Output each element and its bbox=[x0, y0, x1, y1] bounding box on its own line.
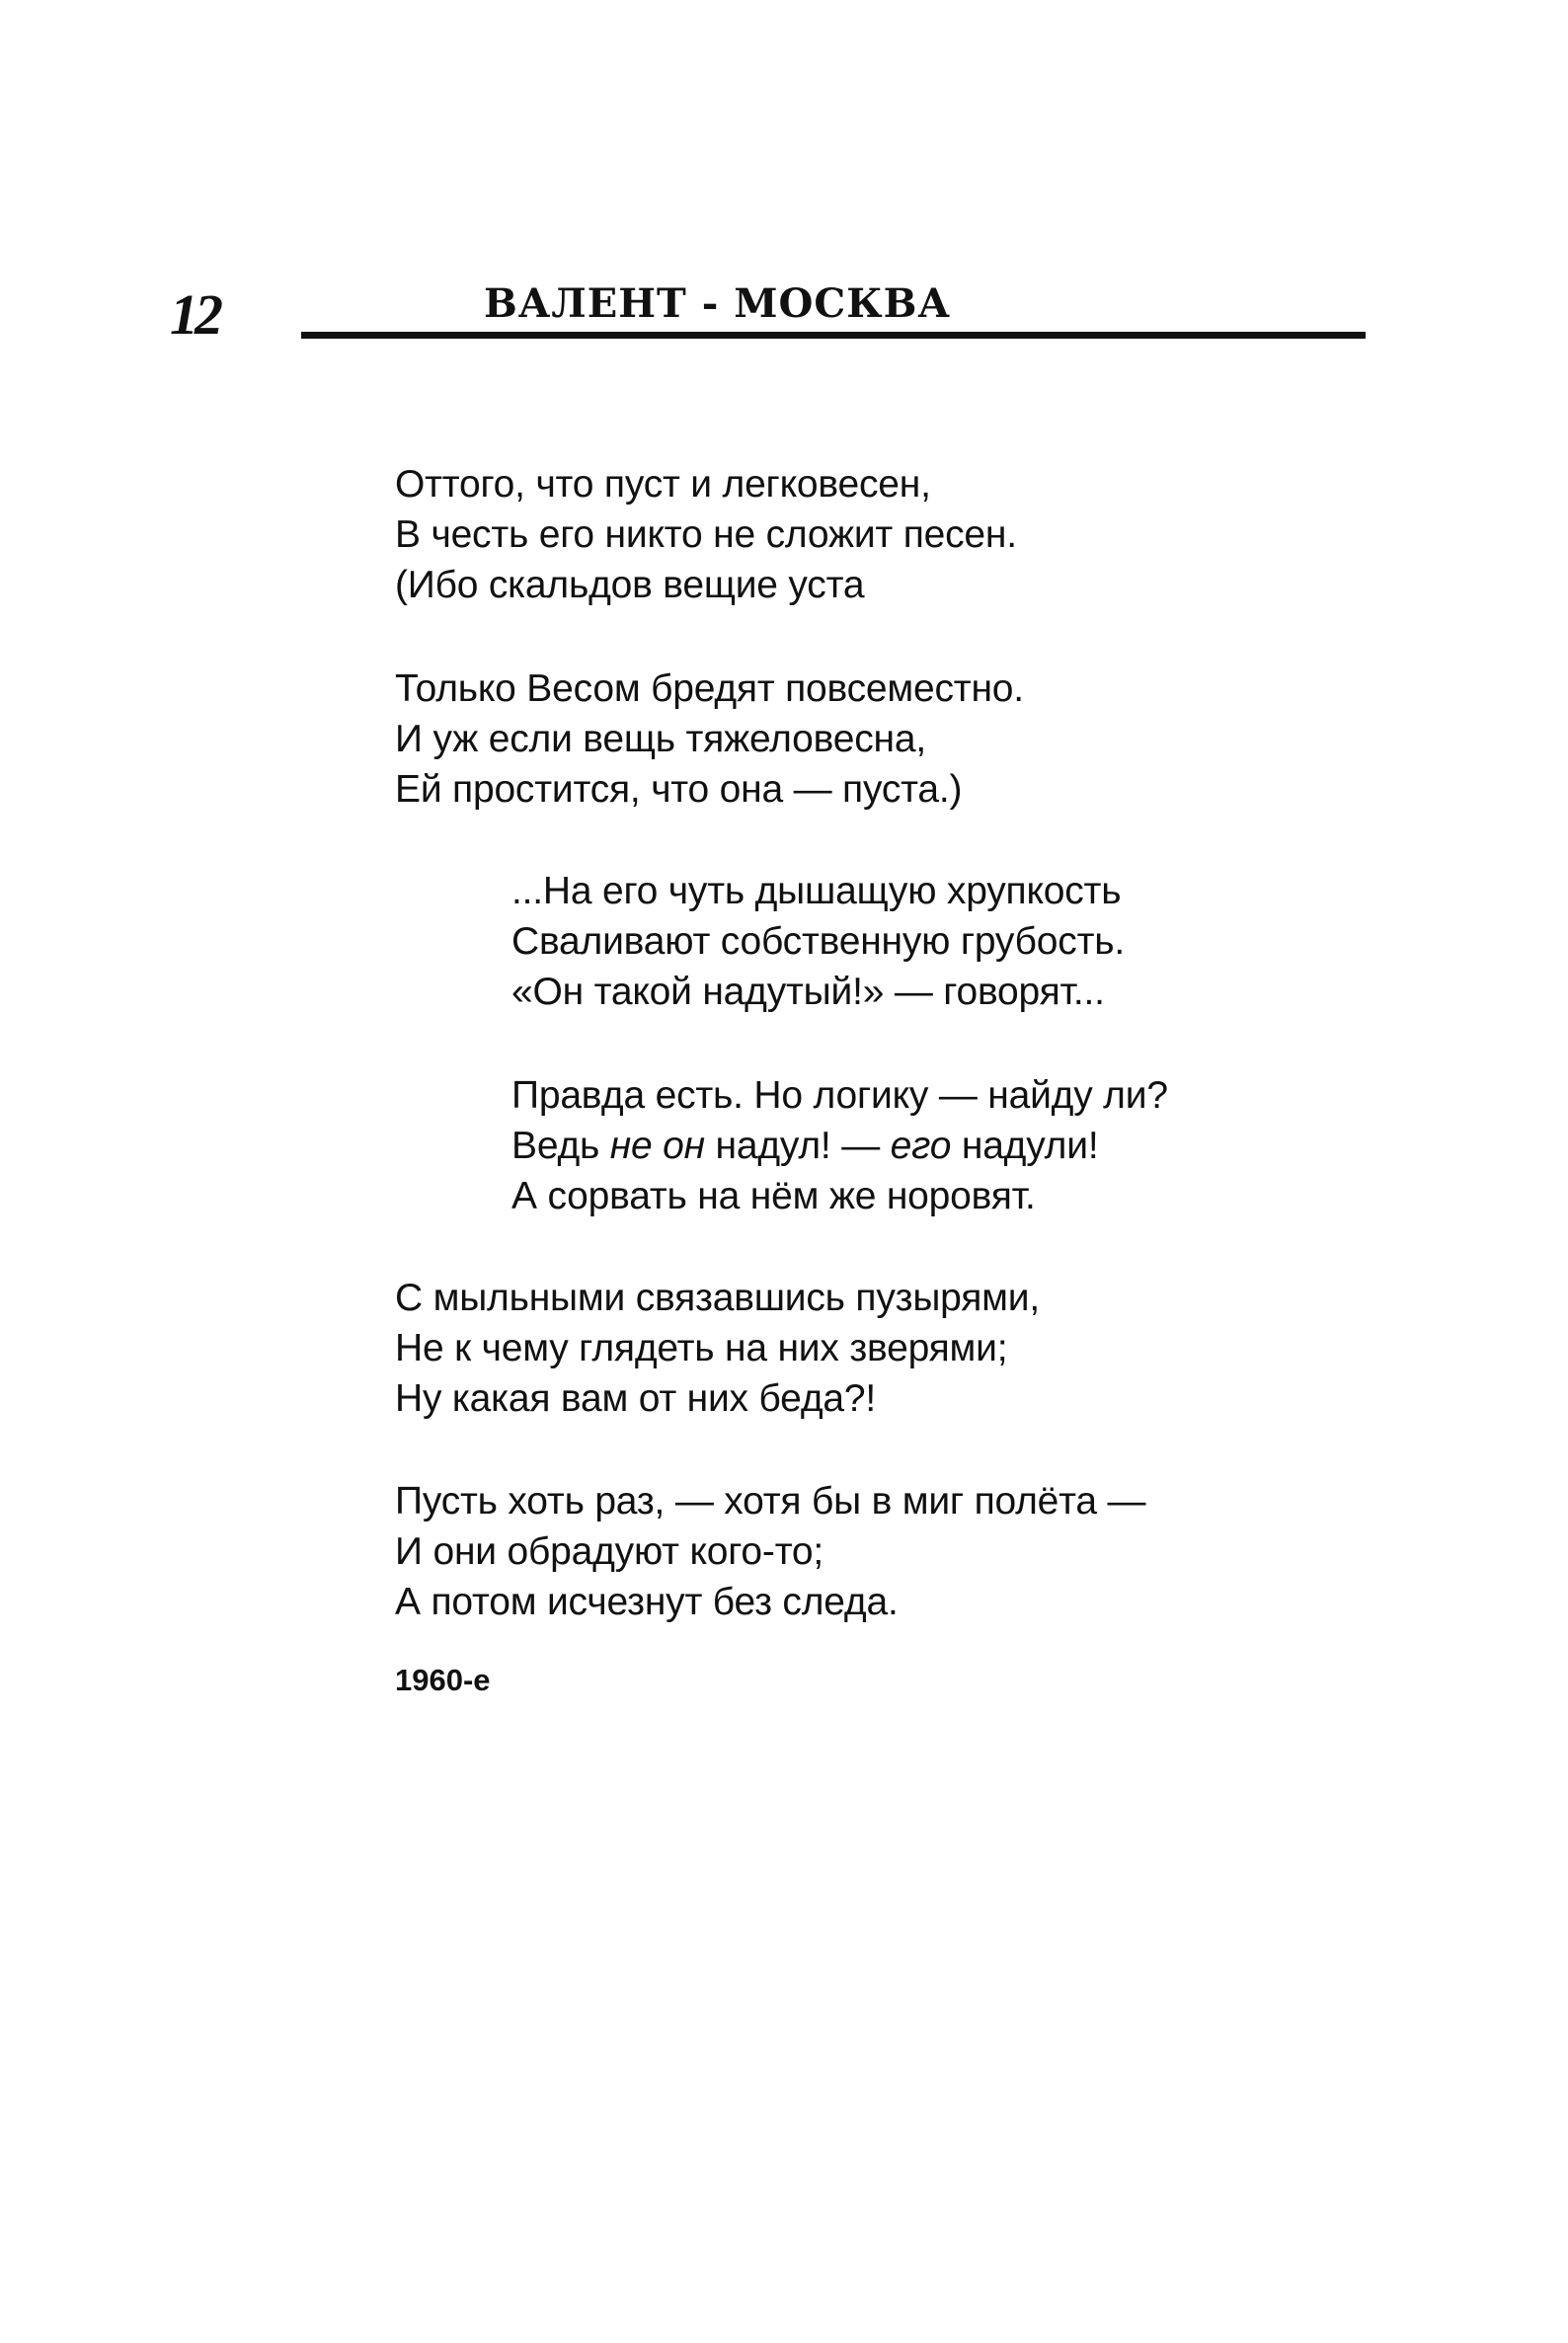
poem-line: И они обрадуют кого-то; bbox=[395, 1530, 824, 1573]
line-text: Ведь bbox=[511, 1125, 610, 1167]
poem-line: И уж если вещь тяжеловесна, bbox=[395, 718, 926, 760]
poem-line: А потом исчезнут без следа. bbox=[395, 1581, 899, 1623]
poem-line: Правда есть. Но логику — найду ли? bbox=[511, 1074, 1168, 1117]
line-text: надули! bbox=[951, 1125, 1099, 1167]
stanza-2 bbox=[395, 664, 1024, 815]
poem-line: Только Весом бредят повсеместно. bbox=[395, 667, 1024, 710]
italic-emphasis: его bbox=[890, 1125, 952, 1167]
poem-line-emphasis bbox=[511, 1121, 1168, 1171]
line-text: надул! — bbox=[704, 1125, 891, 1167]
stanza-1 bbox=[395, 459, 1017, 610]
poem-line: Оттого, что пуст и легковесен, bbox=[395, 463, 931, 506]
poem-line: С мыльными связавшись пузырями, bbox=[395, 1277, 1040, 1319]
poem-line: Не к чему глядеть на них зверями; bbox=[395, 1327, 1008, 1369]
poem-line: (Ибо скальдов вещие уста bbox=[395, 564, 865, 606]
header-rule bbox=[301, 332, 1366, 339]
stanza-3 bbox=[511, 866, 1125, 1017]
running-head: ВАЛЕНТ - МОСКВА bbox=[484, 280, 951, 327]
poem-line: А сорвать на нём же норовят. bbox=[511, 1175, 1036, 1217]
poem-line: ...На его чуть дышащую хрупкость bbox=[511, 870, 1122, 912]
stanza-6 bbox=[395, 1476, 1145, 1627]
poem-date: 1960-е bbox=[395, 1663, 491, 1697]
page-number: 12 bbox=[170, 282, 219, 347]
italic-emphasis: не он bbox=[609, 1125, 705, 1167]
poem-line: Ну какая вам от них беда?! bbox=[395, 1377, 876, 1420]
poem-line: В честь его никто не сложит песен. bbox=[395, 513, 1017, 556]
stanza-4 bbox=[511, 1070, 1168, 1221]
poem-line: «Он такой надутый!» — говорят... bbox=[511, 971, 1105, 1013]
poem-line: Ей простится, что она — пуста.) bbox=[395, 768, 963, 811]
poem-line: Пусть хоть раз, — хотя бы в миг полёта — bbox=[395, 1480, 1146, 1523]
stanza-5 bbox=[395, 1273, 1040, 1424]
poem-line: Сваливают собственную грубость. bbox=[511, 920, 1126, 963]
